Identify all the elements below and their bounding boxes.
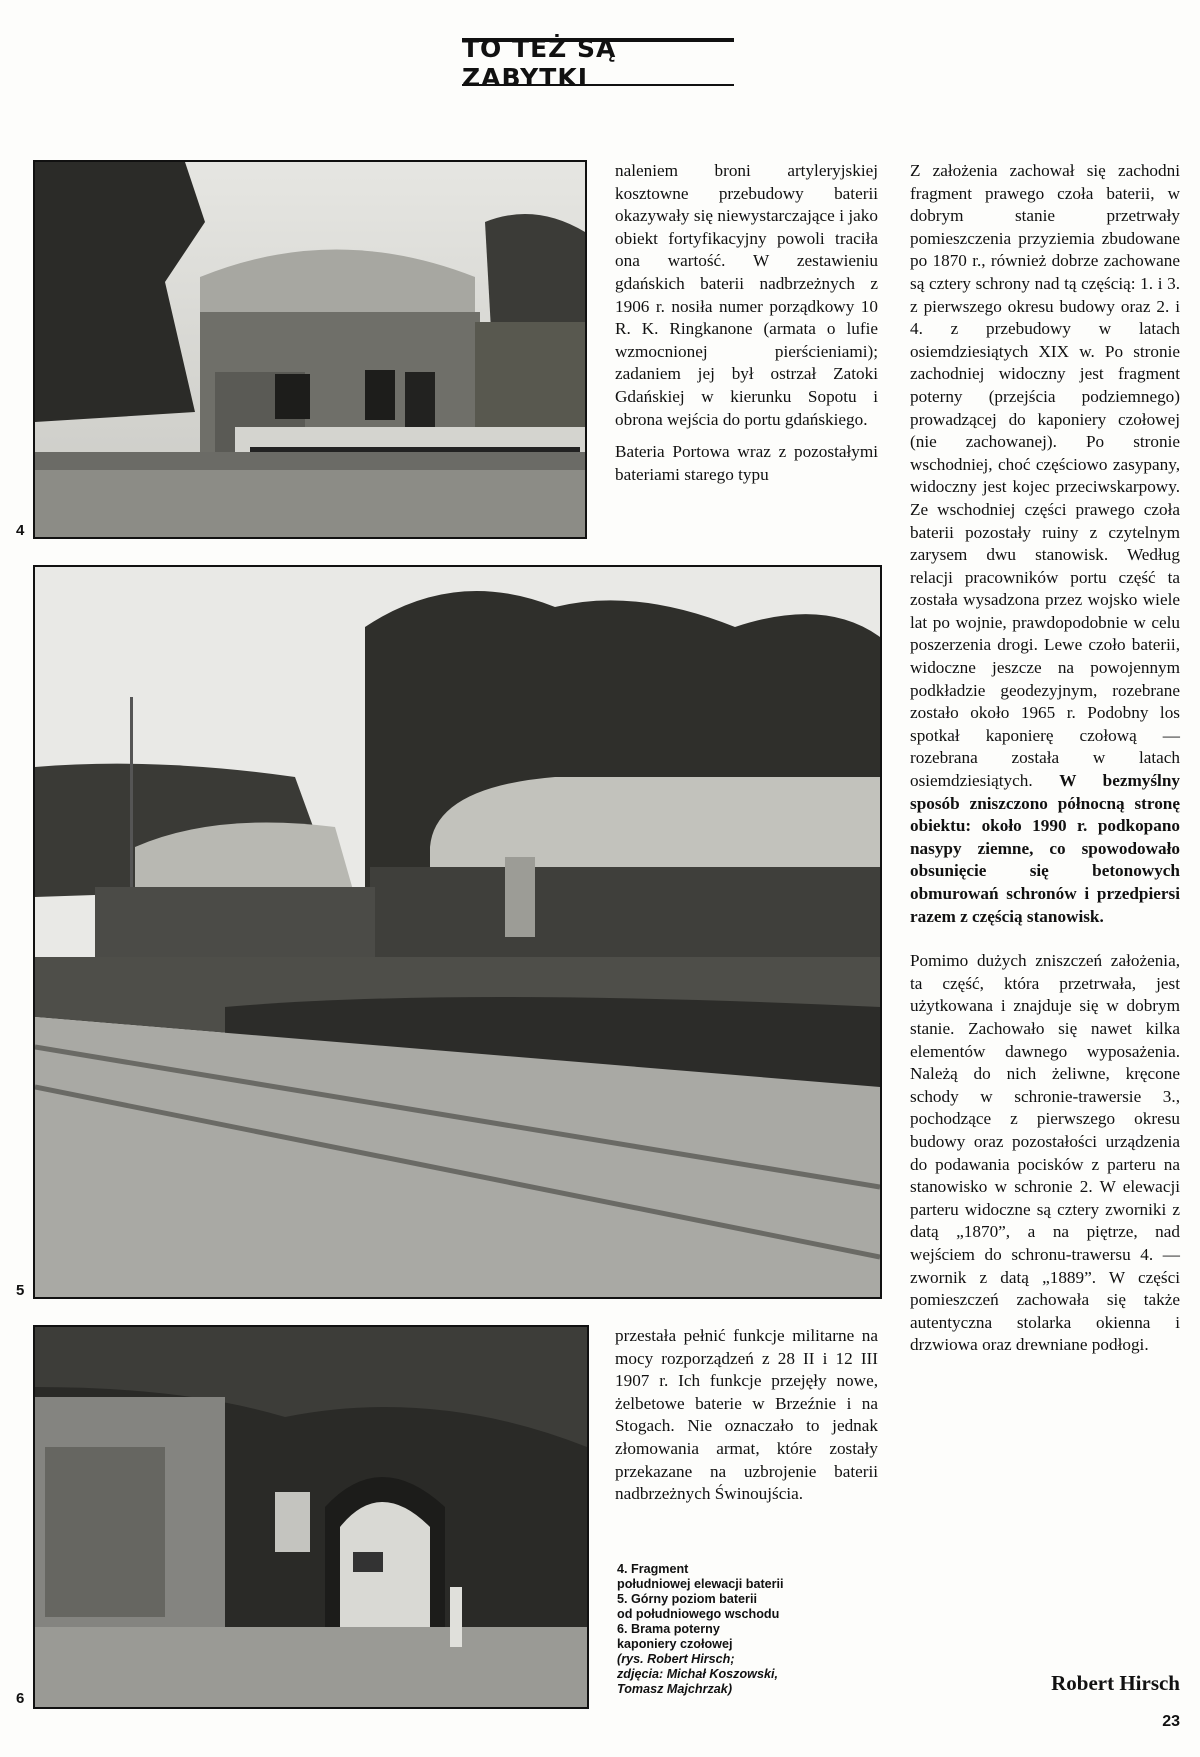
figure-number-5: 5 [16,1282,25,1299]
photo-4-image [35,162,585,537]
text-column-1-bottom [615,1325,878,1516]
photo-4 [33,160,587,539]
caption-credit-line: (rys. Robert Hirsch; [617,1652,735,1666]
paragraph: naleniem broni artyleryjskiej kosztowne przebudowy baterii okazywały się niewystarczające i jako obiekt fortyfikacyjny powoli traciła ona wartość. W zestawieniu gdańskich baterii nadbrzeżnych z 1906 r. nosiła numer porządkowy 10 R. K. Ringkanone (armata o lufie wzmocnionej pierścieniami); zadaniem jej był ostrzał Zatoki Gdańskiej w kierunku Sopotu i obrona wejścia do portu gdańskiego. [615,161,878,429]
photo-5-image [35,567,880,1297]
caption-credit-line: Tomasz Majchrzak) [617,1682,733,1696]
caption-line: 5. Górny poziom baterii [617,1592,757,1606]
caption-line: od południowego wschodu [617,1607,780,1621]
photo-6 [33,1325,589,1709]
figure-caption [617,1562,857,1697]
paragraph [910,160,1180,928]
section-title: TO TEŻ SĄ ZABYTKI [462,34,617,92]
caption-line: południowej elewacji baterii [617,1577,784,1591]
author-name: Robert Hirsch [1051,1671,1180,1695]
photo-6-image [35,1327,587,1707]
caption-line: kaponiery czołowej [617,1637,733,1651]
page-number: 23 [1162,1713,1180,1730]
text-column-1 [615,160,878,496]
photo-5 [33,565,882,1299]
figure-number-4: 4 [16,522,25,539]
paragraph: Bateria Portowa wraz z pozostałymi bateriami starego typu [615,442,878,484]
paragraph: Pomimo dużych zniszczeń założenia, ta część, która przetrwała, jest użytkowana i znajduje się w dobrym stanie. Zachowało się nawet kilka elementów dawnego wyposażenia. Należą do nich żeliwne, kręcone schody w schronie-trawersie 3., pochodzące z pierwszego okresu budowy oraz pozostałości urządzenia do podawania pocisków z parteru na stanowisko w schronie 2. W elewacji parteru widoczne są cztery zworniki z datą „1870”, a na piętrze, nad wejściem do schronu-trawersu 4. — zwornik z datą „1889”. W części pomieszczeń zachowała się także autentyczna stolarka okienna i drzwiowa oraz drewniane podłogi. [910,951,1180,1355]
section-header [462,34,734,92]
paragraph: przestała pełnić funkcje militarne na mocy rozporządzeń z 28 II i 12 III 1907 r. Ich funkcje przejęły nowe, żelbetowe baterie w Brzeźnie i na Stogach. Nie oznaczało to jednak złomowania armat, które zostały przekazane na uzbrojenie baterii nadbrzeżnych Świnoujścia. [615,1326,878,1504]
paragraph-text: Z założenia zachował się zachodni fragment prawego czoła baterii, w dobrym stanie przetrwały pomieszczenia przyziemia zbudowane po 1870 r., również dobrze zachowane są cztery schrony nad tą częścią: 1. i 3. z pierwszego okresu budowy oraz 2. i 4. z przebudowy w latach osiemdziesiątych XIX w. Po stronie zachodniej widoczny jest fragment poterny (przejścia podziemnego) prowadzącej do kaponiery czołowej (nie zachowanej). Po stronie wschodniej, choć częściowo zasypany, widoczny jest kojec przeciwskarpowy. Ze wschodniej części prawego czoła baterii pozostały ruiny z czytelnym zarysem dwu stanowisk. Według relacji pracowników portu część ta została wysadzona przez wojsko wiele lat po wojnie, prawdopodobnie w celu poszerzenia drogi. Lewe czoło baterii, widoczne jeszcze na powojennym podkładzie geodezyjnym, rozebrane zostało około 1965 r. Podobny los spotkał kaponierę czołową — rozebrana została w latach osiemdziesiątych. [910,161,1180,791]
caption-line: 4. Fragment [617,1562,689,1576]
paragraph-bold-text: W bezmyślny sposób zniszczono północną stronę obiektu: około 1990 r. podkopano nasypy ziemne, co spowodowało obsunięcie się betonowych obmurowań schronów i przedpiersi razem z częścią stanowisk. [910,771,1180,926]
caption-credit-line: zdjęcia: Michał Koszowski, [617,1667,778,1681]
figure-number-6: 6 [16,1690,25,1707]
text-column-2 [910,160,1180,1367]
caption-line: 6. Brama poterny [617,1622,720,1636]
